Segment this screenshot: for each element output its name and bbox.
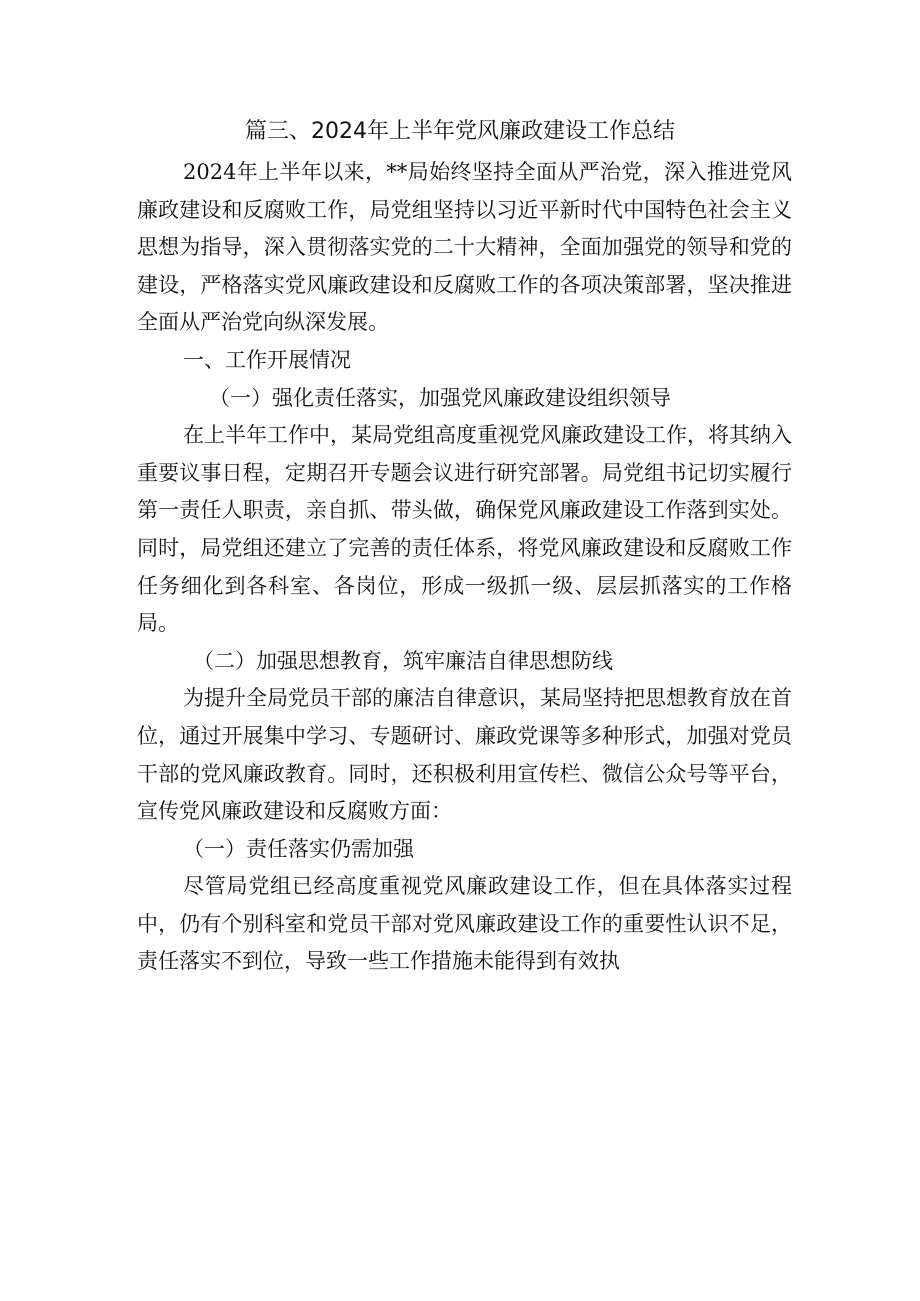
document-title: 篇三、2024年上半年党风廉政建设工作总结 <box>245 119 675 144</box>
subsection-paragraph-shortcoming: 尽管局党组已经高度重视党风廉政建设工作，但在具体落实过程中，仍有个别科室和党员干部对党风廉政建设工作的重要性认识不足，责任落实不到位，导致一些工作措施未能得到有效执 <box>137 874 792 974</box>
intro-paragraph: 2024年上半年以来，**局始终坚持全面从严治党，深入推进党风廉政建设和反腐败工作，局党组坚持以习近平新时代中国特色社会主义思想为指导，深入贯彻落实党的二十大精神，全面加强党的领导和党的建设，严格落实党风廉政建设和反腐败工作的各项决策部署，坚决推进全面从严治党向纵深发展。 <box>137 160 792 335</box>
document-body <box>137 154 792 981</box>
subsection-heading-responsibility: （一）强化责任落实，加强党风廉政建设组织领导 <box>209 385 671 410</box>
subsection-heading-shortcoming: （一）责任落实仍需加强 <box>183 836 414 861</box>
subsection-paragraph-education: 为提升全局党员干部的廉洁自律意识，某局坚持把思想教育放在首位，通过开展集中学习、专题研讨、廉政党课等多种形式，加强对党员干部的党风廉政教育。同时，还积极利用宣传栏、微信公众号等平台，宣传党风廉政建设和反腐败方面： <box>137 686 792 824</box>
subsection-paragraph-responsibility: 在上半年工作中，某局党组高度重视党风廉政建设工作，将其纳入重要议事日程，定期召开专题会议进行研究部署。局党组书记切实履行第一责任人职责，亲自抓、带头做，确保党风廉政建设工作落到实处。同时，局党组还建立了完善的责任体系，将党风廉政建设和反腐败工作任务细化到各科室、各岗位，形成一级抓一级、层层抓落实的工作格局。 <box>137 423 792 636</box>
subsection-heading-education: （二）加强思想教育，筑牢廉洁自律思想防线 <box>193 648 613 673</box>
section-heading-work-progress: 一、工作开展情况 <box>183 347 351 372</box>
